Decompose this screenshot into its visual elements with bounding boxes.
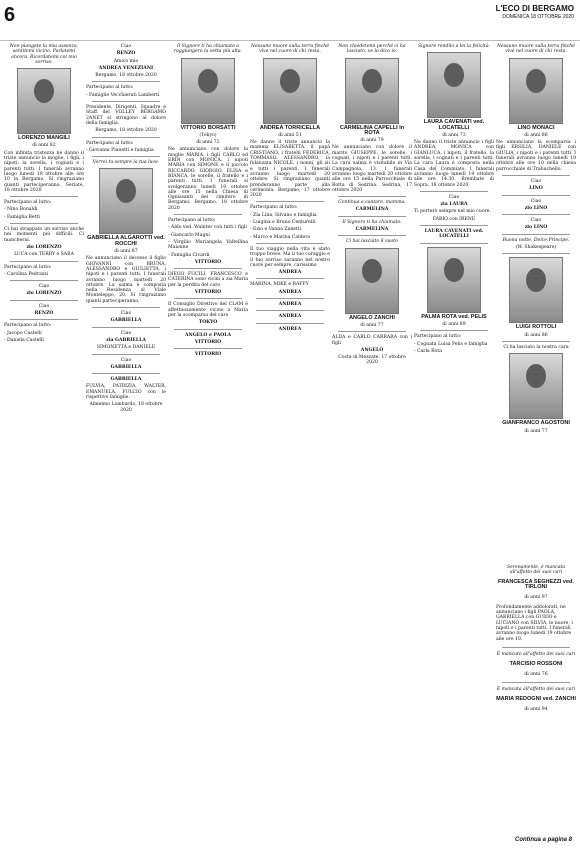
obituary-text: Ne annunciano con dolore la moglie MARIA, i figli CARLO ed ERIN con MONICA, i nipoti MARIA con SIMONE e il piccolo RICCARDO, GIORGIO, ELISA e BIANCA, le sorelle, il fratello e i parenti tutti. I funerali si svolgeranno lunedì 19 ottobre alle ore 15 nella Chiesa di Ognissanti del cimitero di Bergamo. Bergamo, 18 ottobre 2020 [168,147,248,211]
note: Il Signore ti ha chiamato. [342,219,402,225]
note: - Zia Lina, Silvano e famiglia [250,212,317,218]
note: Ciao [120,330,132,336]
note: MARINA, MIKE e RAFFY [250,282,309,288]
note: Il Consiglio Direttivo del CLAM è affettuosamente vicino a Maria per la scomparsa del caro [168,302,248,318]
note: - Daniela Castelli [4,337,44,343]
deceased-age: di anni 97 [524,594,548,600]
note-name: ANGELO e PAOLA [184,332,232,338]
note: È mancato all'affetto dei suoi cari [496,652,576,658]
note: Ciao [38,303,50,309]
newspaper-name: L'ECO DI BERGAMO [495,4,574,13]
note: Ciao [530,218,542,224]
note: - Famiglia Civardi [168,252,210,258]
page-header [0,0,580,41]
note: Ci hai strappato un sorriso anche nei momenti più difficili. Ci mancherai. [4,227,84,243]
note-name: CARMELINA [355,207,389,213]
deceased-name: MARIA REDOGNI ved. ZANCHI [496,696,576,703]
note-name: ANDREA [278,314,302,320]
obituary-column-2 [86,44,166,415]
note: Partecipano al lutto: [4,264,52,270]
note-name: CARMELINA [355,227,389,233]
note-name: zio LINO [524,205,548,211]
epitaph-quote: Vorrei tu sempre la tua luce. [92,160,160,166]
deceased-age: di anni 82 [32,143,56,149]
note: Ti porterò sempre nel mio cuore. [414,209,491,215]
deceased-photo [345,58,399,124]
note: - Luigina e Bruno Centurelli [250,220,316,226]
note: (W. Shakespeare) [515,245,557,251]
note-name: zio LORENZO [26,291,62,297]
deceased-age: di anni 94 [524,707,548,713]
note-name: VITTORIO [194,352,222,358]
note-name: zio LORENZO [26,244,62,250]
deceased-photo [345,248,399,314]
deceased-name: TARCISIO ROSSONI [509,661,563,668]
note: Partecipano al lutto: [86,140,134,146]
deceased-photo [17,68,71,134]
note: - Nino Bonaldi [4,207,38,213]
deceased-name: GABRIELLA ALGAROTTI ved. ROCCHI [87,235,165,247]
note: Ciao [120,357,132,363]
deceased-age: di anni 73 [442,132,466,138]
obituary-column-5 [332,44,412,368]
note-name: GABRIELLA [110,318,142,324]
obituary-text: Ne annunciano la scomparsa i figli ERSILIA, DANIELE con GIULIA, i nipoti e i parenti tutti. I funerali avranno luogo lunedì 19 ottobre alle ore 10 nella chiesa parrocchiale di Trabuchello. [496,140,576,172]
note-name: zia LAURA [440,202,468,208]
note: Partecipano al lutto: [4,323,52,329]
note-name: zia GABRIELLA [106,337,146,343]
note: Presidente, Dirigenti, Squadre e Staff del VOLLEY BERGAMO 2ANET si stringono al dolore della famiglia. [86,105,166,126]
note: Bergamo, 18 ottobre 2020 [95,73,157,79]
deceased-age: di anni 87 [114,249,138,255]
note-name: LAURA CAVENATI ved. LOCATELLI [424,229,484,240]
note-name: LINO [529,186,543,192]
obituary-text: Ne danno il triste annuncio i figli ANDREA, MONICA con GIANLUCA, i nipoti, il fratello, la sorella, i cognati e i parenti tutti. La cara Laura è composta nella Casa del Commiato. I funerali avranno luogo lunedì 19 ottobre alle ore 14.30. Brembate di Sopra, 18 ottobre 2020 [414,140,494,188]
note-name: ANDREA VENEZIANI [98,65,154,71]
obituary-column-7 [496,44,576,436]
note: - Giovanni Pianetti e famiglia [86,147,154,153]
obituary-text: Profondamente addolorati, ne annunciano i figli PAOLA, GABRIELLA con GUIDO e LUCIANO con SILVIA, le nuore, i nipoti e i parenti tutti. I funerali avranno luogo lunedì 19 ottobre alle ore 10. [496,604,573,642]
deceased-age: di anni 89 [442,321,466,327]
note: È mancata all'affetto dei suoi cari [496,687,576,693]
note: FABIO con IRENE [432,216,476,222]
note: - Ezio e Vanna Zanetti [250,227,302,233]
epitaph-quote: Non piangete la mia assenza, sentitemi vicino. Parlatemi ancora. Ricordatemi col mio sorriso. [9,44,79,65]
obituary-text: Ne annunciano con dolore il marito GIUSEPPE, le sorelle, i cognati, i nipoti e i parenti tutti. La cara salma è visitabile in Via Campagnola, 13. I funerali avranno luogo martedì 20 ottobre alle ore 15 nella Parrocchiale di Botta di Sedrina. Sedrina, 17 ottobre 2020 [332,145,412,193]
note: - Famiglie Vecchierati Lamberti [86,92,160,98]
deceased-photo [509,257,563,323]
note: LUCA con TERRY e SARA [14,252,74,258]
note: DIEGO FUCILI, FRANCESCO e CATERINA sono vicini a zia Maria per la perdita del caro [168,272,248,288]
note: Ci ha lasciato la nostra cara [503,344,569,350]
note: Partecipano al lutto: [168,218,216,224]
note: - Aldo ved. Wainter con tutti i figli [168,225,247,231]
note: Almenno Lombardo, 18 ottobre 2020 [89,402,163,413]
deceased-name: PALMA ROTA ved. PELIS [421,313,487,320]
note: Ciao [530,198,542,204]
note: Amico mio [113,58,139,64]
note: Partecipano al lutto: [414,334,462,340]
note: Continua a cantare, mamma. [338,200,406,206]
note: - Cognata Luisa Pelis e famiglia [414,341,488,347]
note: - Marco e Marina Caldero [250,234,311,240]
deceased-photo [509,353,563,419]
deceased-name: ANDREA TORRICELLA [259,124,321,131]
note: Costa di Mezzate, 17 ottobre 2020 [338,355,406,366]
epitaph-quote: Signore rendilo a lei la felicità. [417,44,491,49]
deceased-name: LORENZO MANGILI [18,135,70,142]
deceased-age: di anni 76 [524,671,548,677]
deceased-photo [427,52,481,118]
deceased-name: GIANFRANCO AGOSTONI [502,420,570,427]
note-name: VITTORIO [194,339,222,345]
note: Buona notte, Dolce Principe. [502,237,570,243]
obituary-column-6 [414,44,494,356]
deceased-photo [99,168,153,234]
note: Ciao [120,311,132,317]
obituary-column-3 [168,44,248,359]
deceased-name: LAURA CAVENATI ved. LOCATELLI [423,119,485,131]
deceased-photo [263,58,317,124]
note: Partecipano al lutto: [250,205,298,211]
note: Partecipano al lutto: [4,200,52,206]
note-name: zio LINO [524,225,548,231]
note: Ci hai lasciato il vuoto [346,239,398,245]
deceased-age: di anni 86 [524,132,548,138]
note-name: GABRIELLA [110,364,142,370]
note: - Carolina Pedrazzi [4,271,49,277]
note-name: TOKYO [198,320,218,326]
page-number: 6 [4,4,16,26]
note: Ciao [530,178,542,184]
obituary-column-1 [4,44,84,345]
obituary-text: Ne annunciano il decesso il figlio GIOVANNI con BRUNA, ALESSANDRO e GIULIETTA, i nipoti e i parenti tutti. I funerali avranno luogo martedì 20 ottobre. La salma è composta nella Residenza al Viale Monteleppo, 20. Si ringraziano quanti parteciperanno. [86,256,166,304]
deceased-name: FRANCESCA SEGHEZZI ved. TIRLONI [498,578,574,591]
epitaph-quote: Nessuno muore sulla terra finché vive nel cuore di chi resta. [497,44,575,55]
note-name: ANDREA [278,326,302,332]
epitaph-quote: Nessuno muore sulla terra finché vive nel cuore di chi resta. [251,44,329,55]
note-name: RENZO [116,51,136,57]
epitaph-quote: Serenamente, è mancata all'affetto dei suoi cari [506,564,566,575]
deceased-name: VITTORIO BORSATTI [180,124,236,131]
deceased-age: di anni 79 [360,138,384,144]
deceased-name: LUIGI ROTTOLI [515,324,557,331]
deceased-name: CARMELINA CAPELLI in ROTA [339,124,405,136]
issue-date: DOMENICA 18 OTTOBRE 2020 [502,14,574,20]
note: - Virgilio Mariangela Valtellina Maionne [168,239,248,251]
obituary-text: Con infinita tristezza ne danno il triste annuncio la moglie, i figli, i nipoti, la sorella, i cognati e i parenti tutti. I funerali avranno luogo lunedì 19 ottobre alle ore 10 in Bergamo. Si ringraziano quanti parteciperanno. Seriate, 18 ottobre 2020 [4,150,84,193]
obituary-column-4 [250,44,330,334]
deceased-age: di anni 72 [196,140,220,146]
deceased-age: di anni 77 [524,428,548,434]
deceased-age: di anni 51 [278,132,302,138]
note-name: RENZO [34,311,54,317]
note-name: ANDREA [278,270,302,276]
note: Partecipano al lutto: [86,85,134,91]
note: FULVIA, PATRIZIA, WALTER, EMANUELA, FULCIO con le rispettive famiglie. [86,384,166,400]
note-name: ANDREA [278,302,302,308]
note: ALDA e CARLO CARRARA con i figli [332,335,412,346]
deceased-photo [427,247,481,313]
note: Ciao [38,284,50,290]
note-name: GABRIELLA [110,377,142,383]
note-name: ANGELO [360,347,384,353]
note-name: VITTORIO [194,259,222,265]
note: SIMONETTA e DANIELE [96,345,156,351]
deceased-photo [181,58,235,124]
note: Ciao [448,194,460,200]
note: - Carla Rota [414,348,442,354]
deceased-photo [509,58,563,124]
note: - Giancarlo Magni [168,232,210,238]
note: - Famiglia Betti [4,214,40,220]
epitaph-quote: Non chiedetemi perché ci ha lasciato, ve lo dico io. [338,44,406,55]
obituary-text: Ne danno il triste annuncio la mamma ELISABETTA, il papà CRISTIANO, i fratelli FEDERICA, TOMMASO, ALESSANDRO, la fidanzata NICOLE, i nonni, gli zii e tutti i parenti. I funerali avranno luogo martedì 20 ottobre. Si ringraziano quanti prenderanno parte alla cerimonia. Bergamo, 17 ottobre 2020 [250,140,330,199]
deceased-age: di anni 77 [360,322,384,328]
deceased-name: LINO MONACI [517,124,555,131]
note: Bergamo, 18 ottobre 2020 [95,128,157,134]
deceased-age: di anni 86 [524,332,548,338]
deceased-name: ANGELO ZANCHI [349,314,395,321]
note: Ciao [120,44,132,49]
obituary-column-8 [496,560,576,717]
note: Il tuo viaggio nella vita è stato troppo breve. Ma il tuo coraggio e il tuo sorriso saranno nel nostro cuore per sempre, carissimo [250,246,330,268]
note-name: VITTORIO [194,290,222,296]
continue-link[interactable]: Continua a pagina 8 [514,837,572,843]
note-name: ANDREA [278,289,302,295]
note: - Jacopo Castelli [4,330,42,336]
epitaph-quote: Il Signore ti ha chiamato a raggiungere la vetta più alta. [173,44,243,55]
deceased-nickname: (Tokyo) [199,132,217,138]
